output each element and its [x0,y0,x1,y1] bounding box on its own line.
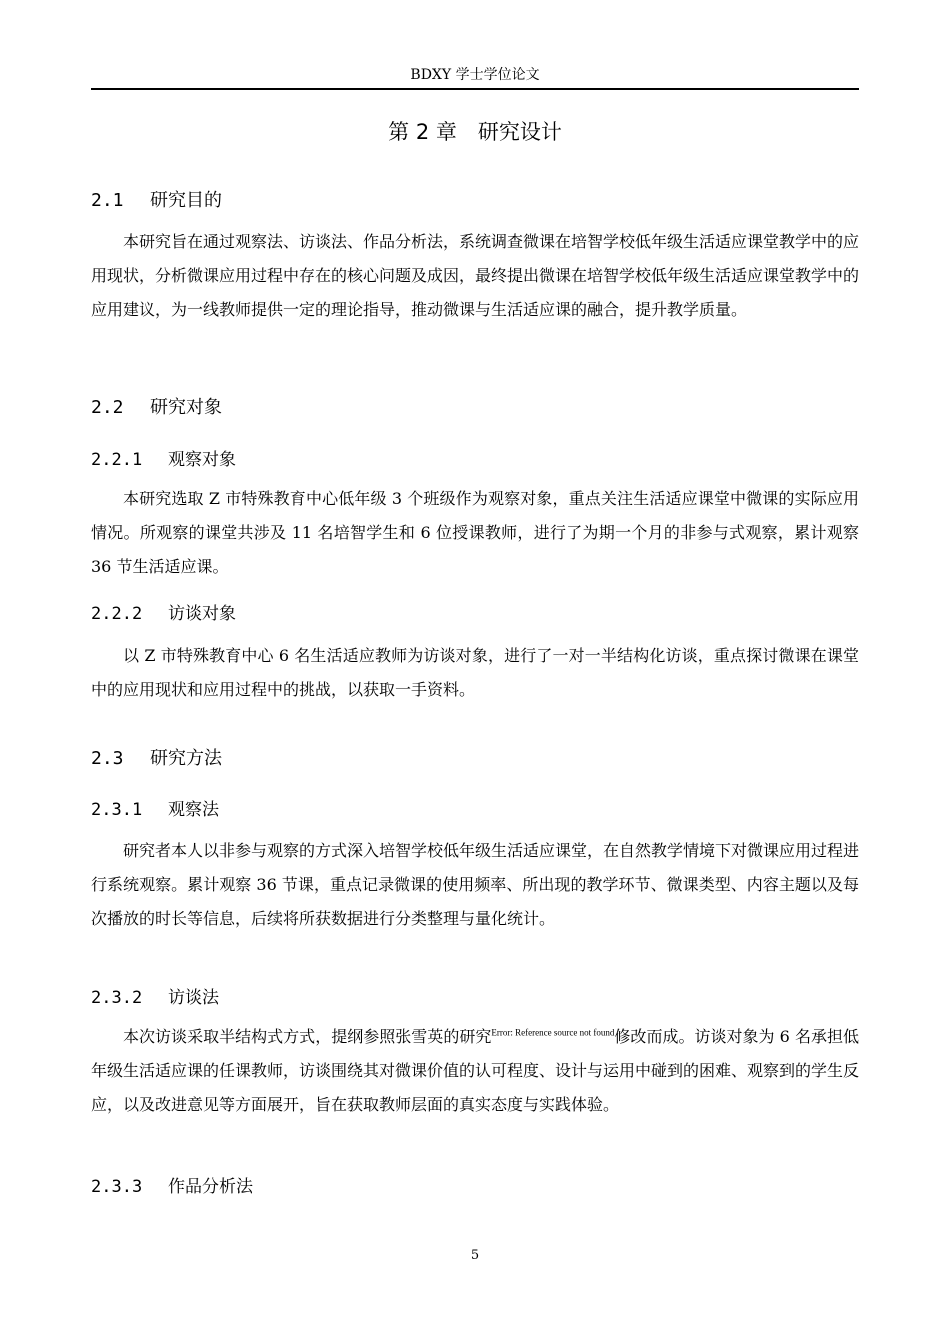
section-number: 2.2 [91,397,124,418]
section-heading-2-1 [91,189,222,213]
section-heading-2-3 [91,747,222,771]
subsection-title: 观察对象 [168,450,236,470]
subsection-title: 访谈法 [168,988,219,1008]
paragraph-text: 修改而成。访谈对象为 6 名承担低年级生活适应课的任课教师，访谈围绕其对微课价值的认可程度、设计与运用中碰到的困难、观察到的学生反应，以及改进意见等方面展开，旨在获取教师层面的真实态度与实践体验。 [91,1027,860,1114]
page-number: 5 [470,1248,480,1263]
subsection-heading-2-3-1 [91,799,219,821]
section-heading-2-2 [91,396,222,420]
section-title: 研究目的 [150,190,222,211]
subsection-number: 2.2.1 [91,450,143,470]
subsection-title: 作品分析法 [168,1177,253,1197]
subsection-number: 2.2.2 [91,604,143,624]
subsection-heading-2-2-2 [91,603,236,625]
paragraph-observation-method: 研究者本人以非参与观察的方式深入培智学校低年级生活适应课堂，在自然教学情境下对微课应用过程进行系统观察。累计观察 36 节课，重点记录微课的使用频率、所出现的教学环节、微课类型、内容主题以及每次播放的时长等信息，后续将所获数据进行分类整理与量化统计。 [91,841,860,928]
paragraph-interview-subjects: 以 Z 市特殊教育中心 6 名生活适应教师为访谈对象，进行了一对一半结构化访谈，重点探讨微课在课堂中的应用现状和应用过程中的挑战，以获取一手资料。 [91,646,859,699]
reference-error-marker: Error: Reference source not found [491,1027,615,1038]
section-title: 研究对象 [150,397,222,418]
section-title: 研究方法 [150,748,222,769]
subsection-title: 访谈对象 [168,604,236,624]
paragraph-interview-method [91,1020,859,1122]
chapter-title: 第 2 章 研究设计 [388,120,562,144]
subsection-number: 2.3.2 [91,988,143,1008]
subsection-number: 2.3.1 [91,800,143,820]
paragraph-observation-subjects: 本研究选取 Z 市特殊教育中心低年级 3 个班级作为观察对象，重点关注生活适应课堂中微课的实际应用情况。所观察的课堂共涉及 11 名培智学生和 6 位授课教师，进行了为期一个月的非参与式观察，累计观察 36 节生活适应课。 [91,489,859,576]
paragraph-research-purpose: 本研究旨在通过观察法、访谈法、作品分析法，系统调查微课在培智学校低年级生活适应课堂教学中的应用现状，分析微课应用过程中存在的核心问题及成因，最终提出微课在培智学校低年级生活适应课堂教学中的应用建议，为一线教师提供一定的理论指导，推动微课与生活适应课的融合，提升教学质量。 [91,232,860,319]
paragraph-text: 本次访谈采取半结构式方式，提纲参照张雪英的研究 [123,1027,492,1046]
subsection-title: 观察法 [168,800,219,820]
subsection-number: 2.3.3 [91,1177,143,1197]
section-number: 2.1 [91,190,124,211]
subsection-heading-2-2-1 [91,449,236,471]
subsection-heading-2-3-3 [91,1176,253,1198]
running-header: BDXY 学士学位论文 [410,67,540,83]
section-number: 2.3 [91,748,124,769]
subsection-heading-2-3-2 [91,987,219,1009]
header-divider [91,88,859,90]
